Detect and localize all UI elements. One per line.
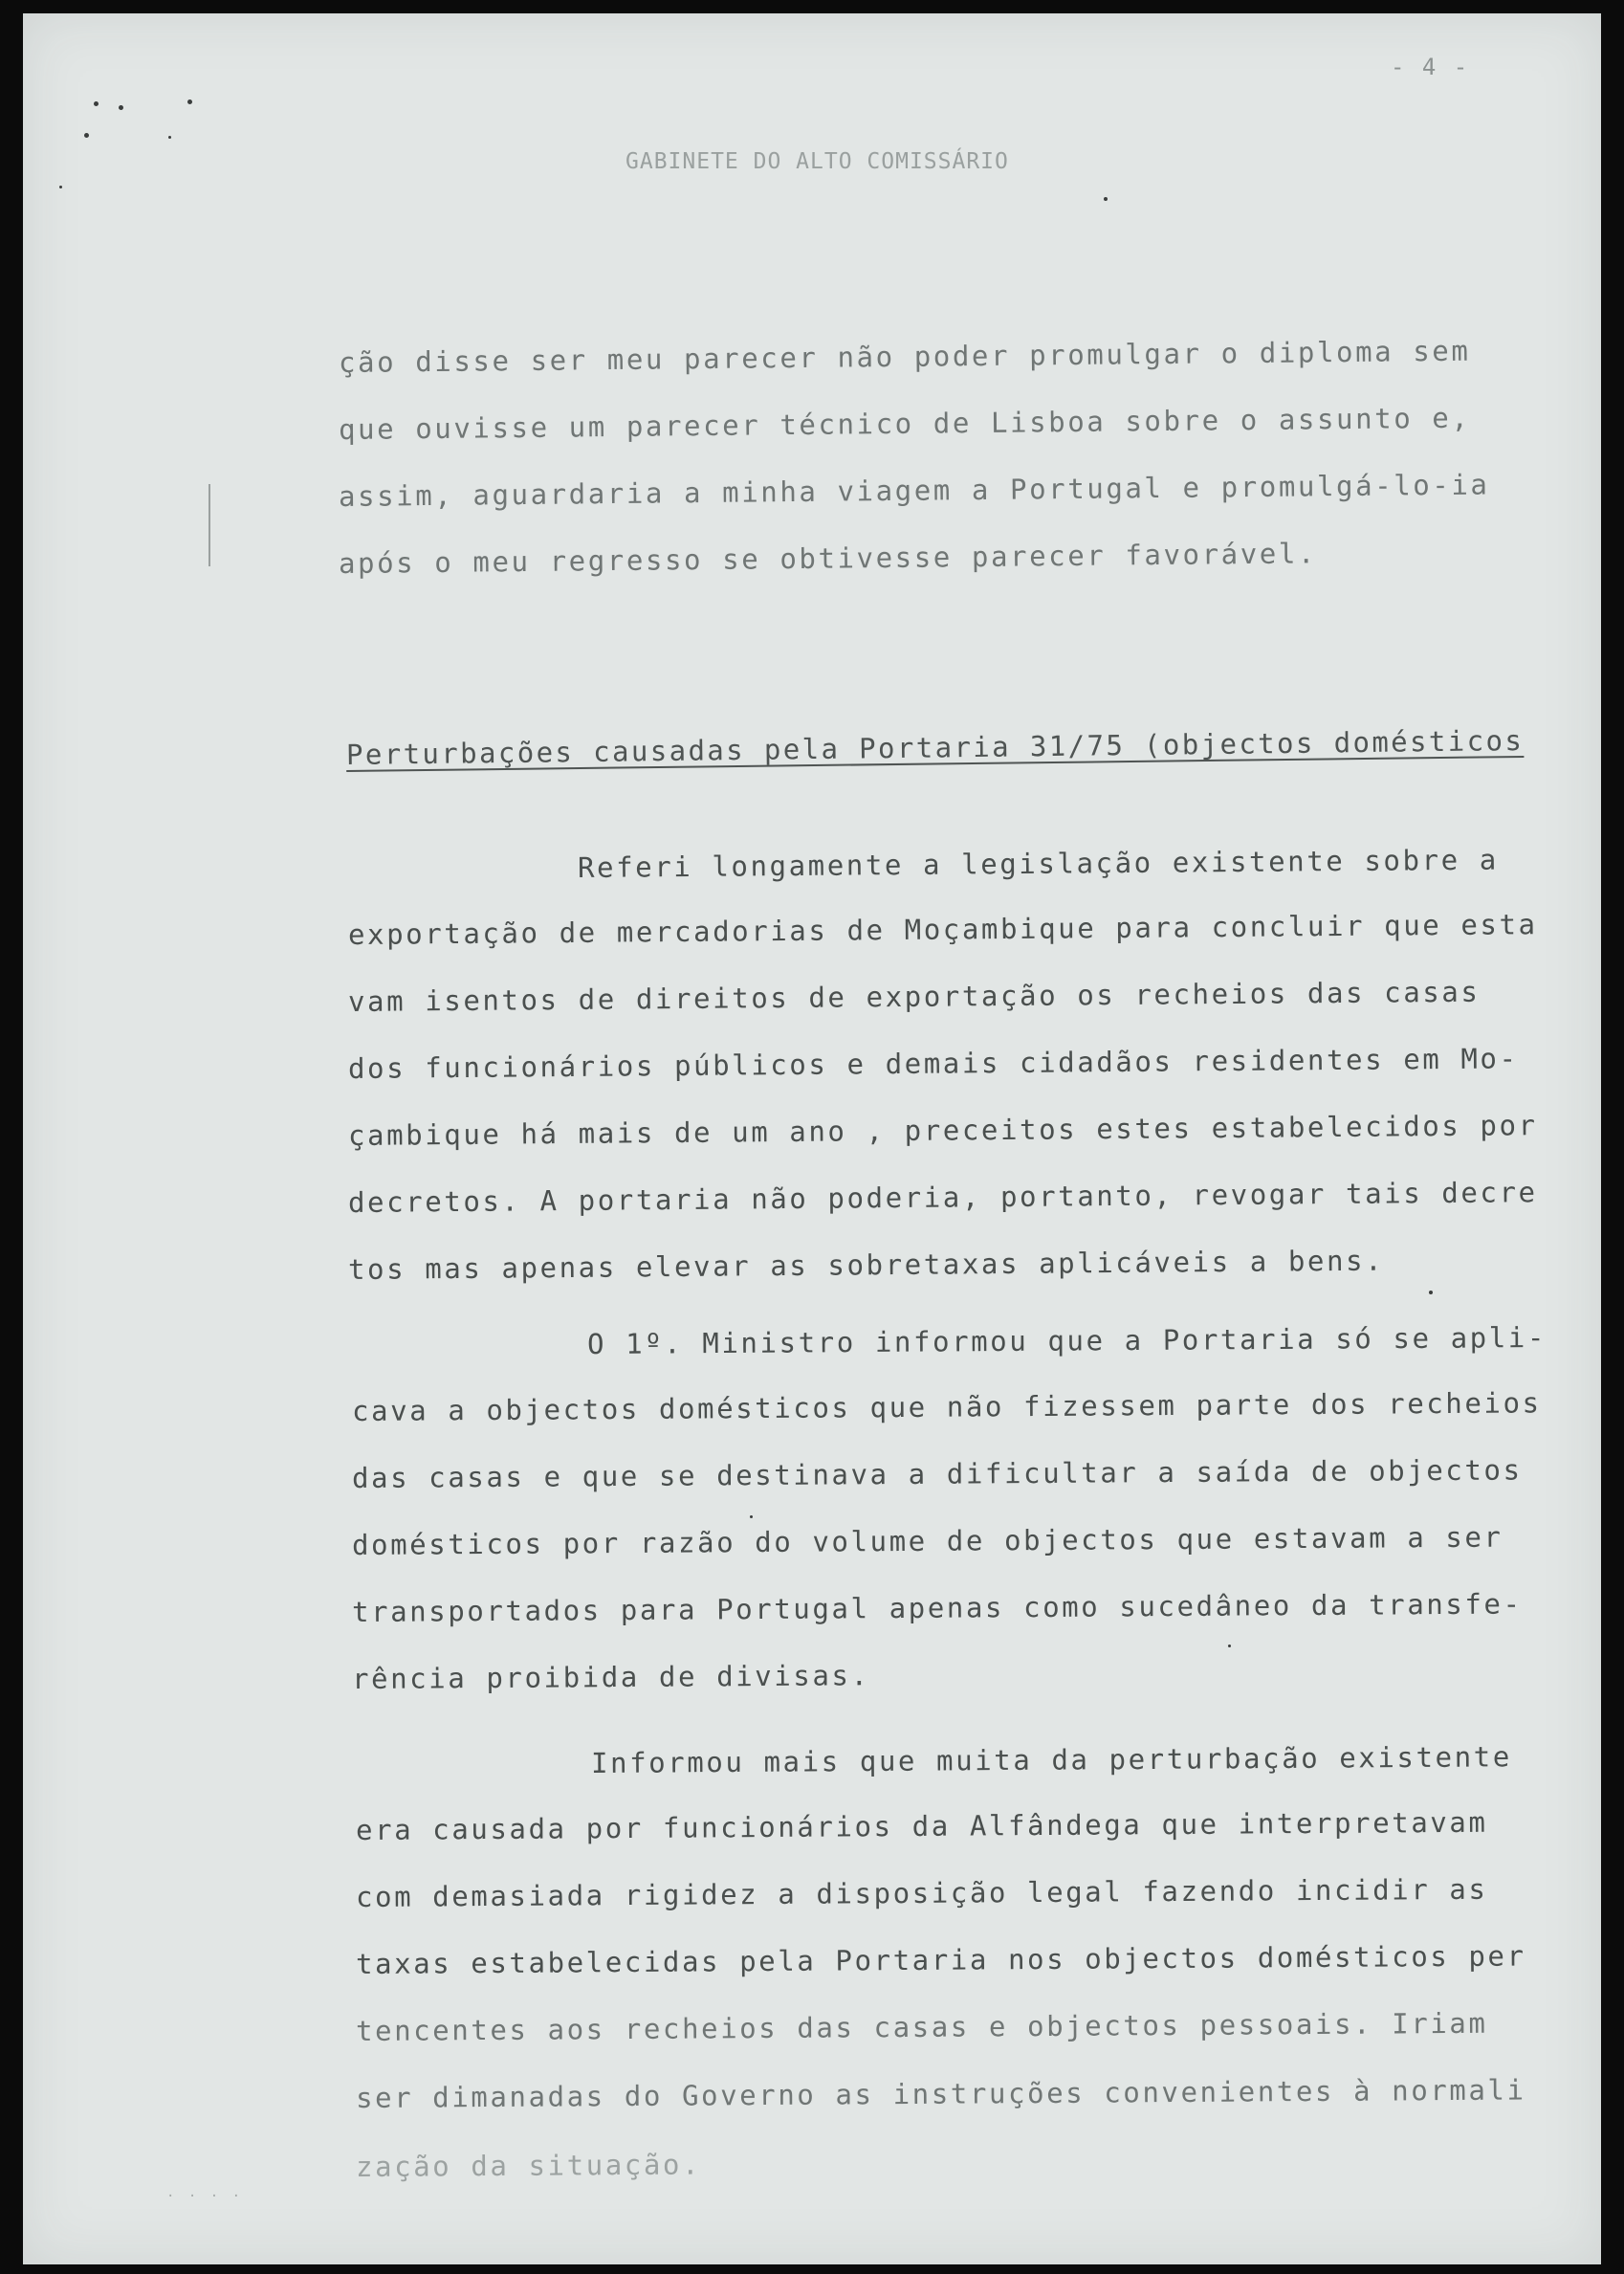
text-line: zação da situação.: [355, 2148, 702, 2183]
text-line: tencentes aos recheios das casas e objectos pessoais. Iriam: [355, 2006, 1488, 2047]
text-line: das casas e que se destinava a dificultar a saída de objectos: [351, 1453, 1523, 1494]
text-line: cava a objectos domésticos que não fizessem parte dos recheios: [351, 1386, 1542, 1427]
text-line: com demasiada rigidez a disposição legal fazendo incidir as: [355, 1872, 1488, 1913]
section-heading: Perturbações causadas pela Portaria 31/75 (objectos domésticos: [345, 723, 1525, 771]
scan-mark: · · · ·: [166, 2189, 244, 2204]
text-line: após o meu regresso se obtivesse parecer favorável.: [338, 537, 1318, 580]
document-page: [23, 13, 1601, 2264]
text-line: rência proibida de divisas.: [351, 1659, 870, 1695]
text-line: vam isentos de direitos de exportação os recheios das casas: [347, 975, 1481, 1018]
page-number: - 4 -: [1391, 54, 1470, 80]
text-line: que ouvisse um parecer técnico de Lisboa sobre o assunto e,: [338, 401, 1471, 446]
text-line: tos mas apenas elevar as sobretaxas aplicáveis a bens.: [347, 1244, 1385, 1286]
text-line: assim, aguardaria a minha viagem a Portugal e promulgá-lo-ia: [338, 468, 1490, 513]
text-line: Informou mais que muita da perturbação existente: [590, 1740, 1512, 1779]
text-line: decretos. A portaria não poderia, portanto, revogar tais decre: [347, 1176, 1538, 1219]
text-line: ser dimanadas do Governo as instruções convenientes à normali: [355, 2073, 1526, 2114]
text-line: O 1º. Ministro informou que a Portaria só se apli-: [586, 1320, 1547, 1360]
text-line: ção disse ser meu parecer não poder promulgar o diploma sem: [338, 334, 1471, 379]
margin-mark: [208, 484, 210, 566]
text-line: çambique há mais de um ano , preceitos estes estabelecidos por: [347, 1109, 1538, 1152]
text-line: transportados para Portugal apenas como sucedâneo da transfe-: [351, 1587, 1523, 1628]
text-line: domésticos por razão do volume de objectos que estavam a ser: [351, 1520, 1503, 1561]
letterhead: GABINETE DO ALTO COMISSÁRIO: [625, 149, 1009, 174]
text-line: taxas estabelecidas pela Portaria nos objectos domésticos per: [355, 1939, 1526, 1980]
text-line: exportação de mercadorias de Moçambique para concluir que esta: [347, 908, 1538, 951]
text-line: dos funcionários públicos e demais cidadãos residentes em Mo-: [347, 1042, 1519, 1085]
text-line: era causada por funcionários da Alfândega que interpretavam: [355, 1805, 1488, 1846]
text-line: Referi longamente a legislação existente sobre a: [577, 843, 1499, 884]
